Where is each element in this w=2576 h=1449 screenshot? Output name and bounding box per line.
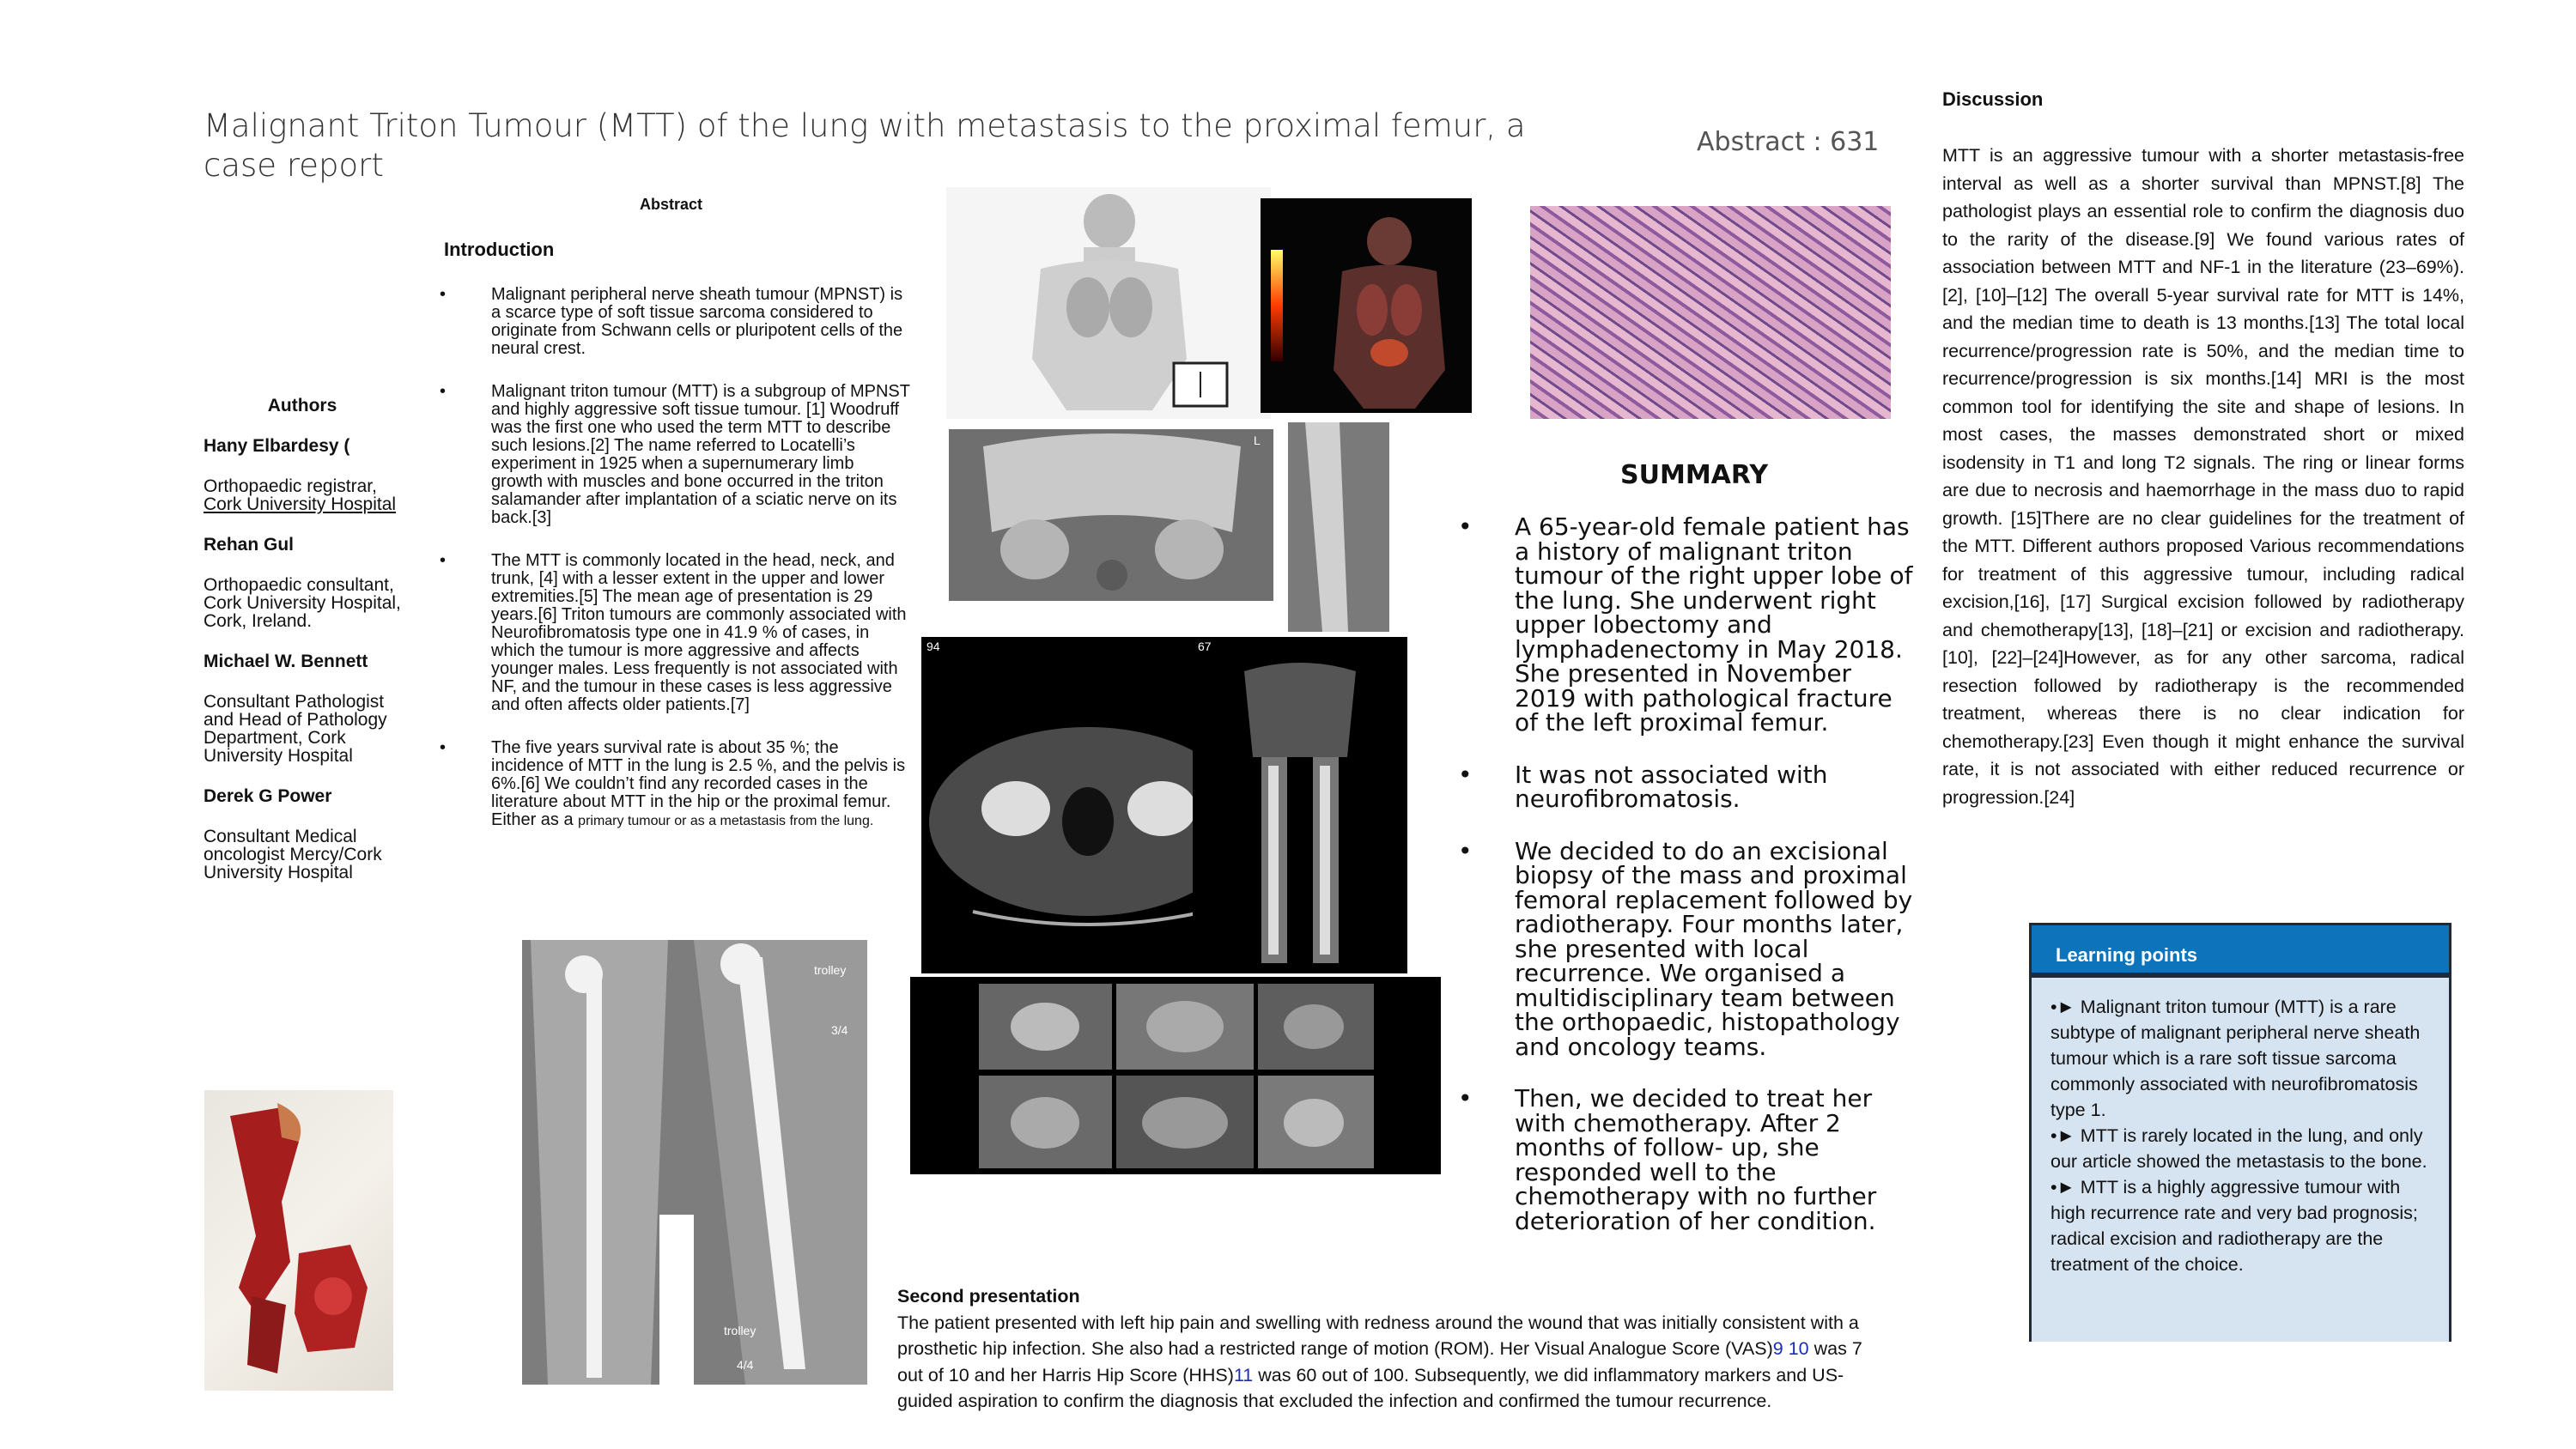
abstract-heading: Abstract	[640, 196, 703, 213]
author-name: Rehan Gul	[204, 535, 295, 555]
text-fragment: was 7 out of 10 and her Harris Hip Score (HHS)	[897, 1338, 1862, 1385]
summary-bullet: • It was not associated with neurofibromatosis.	[1458, 763, 1913, 812]
xray-marker: trolley	[814, 963, 847, 977]
text-fragment: was 60 out of 100. Subsequently, we did inflammatory markers and US-guided aspiration to confirm the diagnosis that excluded the infection and confirmed the tumour recurrence.	[897, 1364, 1844, 1411]
learning-point: •► Malignant triton tumour (MTT) is a rare subtype of malignant peripheral nerve sheath tumour which is a rare soft tissue sarcoma commonly associated with neurofibromatosis type 1.	[2050, 997, 2421, 1120]
author-affiliation: Orthopaedic consultant, Cork University Hospital, Cork, Ireland.	[204, 575, 401, 631]
discussion-heading: Discussion	[1942, 88, 2044, 110]
mri-grid-image	[910, 977, 1441, 1174]
ct-coronal-image	[1193, 637, 1407, 973]
affiliation-text: Orthopaedic registrar,	[204, 476, 377, 496]
intro-bullet: • Malignant peripheral nerve sheath tumour (MPNST) is a scarce type of soft tissue sarcoma considered to originate from Schwann cells or pluripotent cells of the neural crest.	[440, 286, 910, 358]
femur-xray-small-image	[1288, 422, 1389, 632]
specimen-photo	[204, 1090, 393, 1391]
intro-bullet-tail: primary tumour or as a metastasis from the lung.	[578, 814, 874, 828]
poster-title: Malignant Triton Tumour (MTT) of the lung with metastasis to the proximal femur, a case report	[204, 107, 1526, 184]
abstract-number: Abstract : 631	[1697, 127, 1880, 157]
reference-link[interactable]: 11	[1233, 1364, 1254, 1385]
xray-marker: 4/4	[737, 1358, 754, 1372]
learning-point: •► MTT is rarely located in the lung, and only our article showed the metastasis to the bone.	[2050, 1125, 2427, 1172]
author-affiliation	[204, 477, 401, 513]
ct-slice-label: 94	[927, 640, 940, 653]
author-name: Hany Elbardesy (	[204, 436, 350, 456]
author-affiliation: Consultant Medical oncologist Mercy/Cork University Hospital	[204, 827, 382, 882]
intro-bullet	[440, 739, 910, 830]
learning-points-list	[2050, 994, 2437, 1277]
second-presentation-heading: Second presentation	[897, 1286, 1080, 1307]
summary-bullet: • Then, we decided to treat her with chemotherapy. After 2 months of follow- up, she responded well to the chemotherapy with no further deterioration of her condition.	[1458, 1087, 1913, 1234]
summary-bullets	[1458, 512, 1913, 1261]
affiliation-link[interactable]: Cork University Hospital	[204, 494, 397, 514]
introduction-bullets	[440, 286, 910, 855]
learning-points-heading: Learning points	[2029, 923, 2451, 978]
femur-prosthesis-xray-image	[522, 940, 867, 1385]
author-name: Michael W. Bennett	[204, 652, 368, 671]
introduction-heading: Introduction	[444, 239, 555, 260]
xray-marker: trolley	[724, 1324, 756, 1337]
intro-bullet-text: The five years survival rate is about 35 %; the incidence of MTT in the lung is 2.5 %, and the pelvis is 6%.[6] We couldn’t find any recorded cases in the literature about MTT in the hip or the proximal femur. Either as a	[491, 738, 906, 829]
authors-heading: Authors	[267, 396, 337, 415]
pet-ct-image	[1261, 198, 1472, 413]
second-presentation	[897, 1283, 1885, 1415]
histology-image	[1530, 206, 1891, 419]
summary-heading: SUMMARY	[1620, 460, 1769, 490]
reference-link[interactable]: 9 10	[1772, 1338, 1809, 1359]
pet-scan-image	[946, 187, 1271, 419]
pelvis-xray-image	[949, 429, 1273, 601]
learning-point: •► MTT is a highly aggressive tumour with high recurrence rate and very bad prognosis; radical excision and radiotherapy are the treatment of the choice.	[2050, 1177, 2418, 1275]
intro-bullet: • Malignant triton tumour (MTT) is a subgroup of MPNST and highly aggressive soft tissue tumour. [1] Woodruff was the first one who used the term MTT to describe such lesions.[2] The name referred to Locatelli’s experiment in 1925 when a supernumerary limb growth with muscles and bone occurred in the triton salamander after implantation of a sciatic nerve on its back.[3]	[440, 383, 910, 527]
summary-bullet: • We decided to do an excisional biopsy of the mass and proximal femoral replacement followed by radiotherapy. Four months later, she presented with local recurrence. We organised a multidisciplinary team between the orthopaedic, histopathology and oncology teams.	[1458, 840, 1913, 1060]
text-fragment: The patient presented with left hip pain and swelling with redness around the wound that was initially consistent with a prosthetic hip infection. She also had a restricted range of motion (ROM). Her Visual Analogue Score (VAS)	[897, 1312, 1859, 1359]
author-affiliation: Consultant Pathologist and Head of Pathology Department, Cork University Hospital	[204, 692, 387, 766]
summary-bullet: • A 65-year-old female patient has a history of malignant triton tumour of the right upper lobe of the lung. She underwent right upper lobectomy and lymphadenectomy in May 2018. She presented in November 2019 with pathological fracture of the left proximal femur.	[1458, 515, 1913, 736]
discussion-text: MTT is an aggressive tumour with a shorter metastasis-free interval as well as a shorter survival than MPNST.[8] The pathologist plays an essential role to confirm the diagnosis duo to the rarity of the disease.[9] We found various rates of association between MTT and NF-1 in the literature (23–69%).[2], [10]–[12] The overall 5-year survival rate for MTT is 14%, and the median time to death is 13 months.[13] The total local recurrence/progression rate is 50%, and the median time to recurrence/progression is six months.[14] MRI is the most common tool for identifying the site and shape of lesions. In most cases, the masses demonstrated short or mixed isodensity in T1 and long T2 signals. The ring or linear forms are due to necrosis and haemorrhage in the mass duo to rapid growth. [15]There are no clear guidelines for the treatment of the MTT. Different authors proposed Various recommendations for treatment of this aggressive tumour, including radical excision,[16], [17] Surgical excision followed by radiotherapy and chemotherapy[13], [18]–[21] or excision and radiotherapy. [10], [22]–[24]However, as for any other sarcoma, radical resection followed by radiotherapy is the recommended treatment, whereas there is no clear indication for chemotherapy.[23] Even though it might enhance the survival rate, it is not associated with either reduced recurrence or progression.[24]	[1942, 145, 2464, 808]
ct-slice-label: 67	[1198, 640, 1212, 653]
intro-bullet: • The MTT is commonly located in the head, neck, and trunk, [4] with a lesser extent in the upper and lower extremities.[5] The mean age of presentation is 29 years.[6] Triton tumours are commonly associated with Neurofibromatosis type one in 41.9 % of cases, in which the tumour is more aggressive and affects younger males. Less frequently is not associated with NF, and the tumour in these cases is less aggressive and often affects older patients.[7]	[440, 552, 910, 714]
pelvis-marker: L	[1254, 433, 1261, 447]
authors-section	[204, 397, 401, 904]
author-name: Derek G Power	[204, 786, 332, 806]
second-presentation-text	[897, 1310, 1885, 1415]
xray-marker: 3/4	[831, 1023, 848, 1037]
